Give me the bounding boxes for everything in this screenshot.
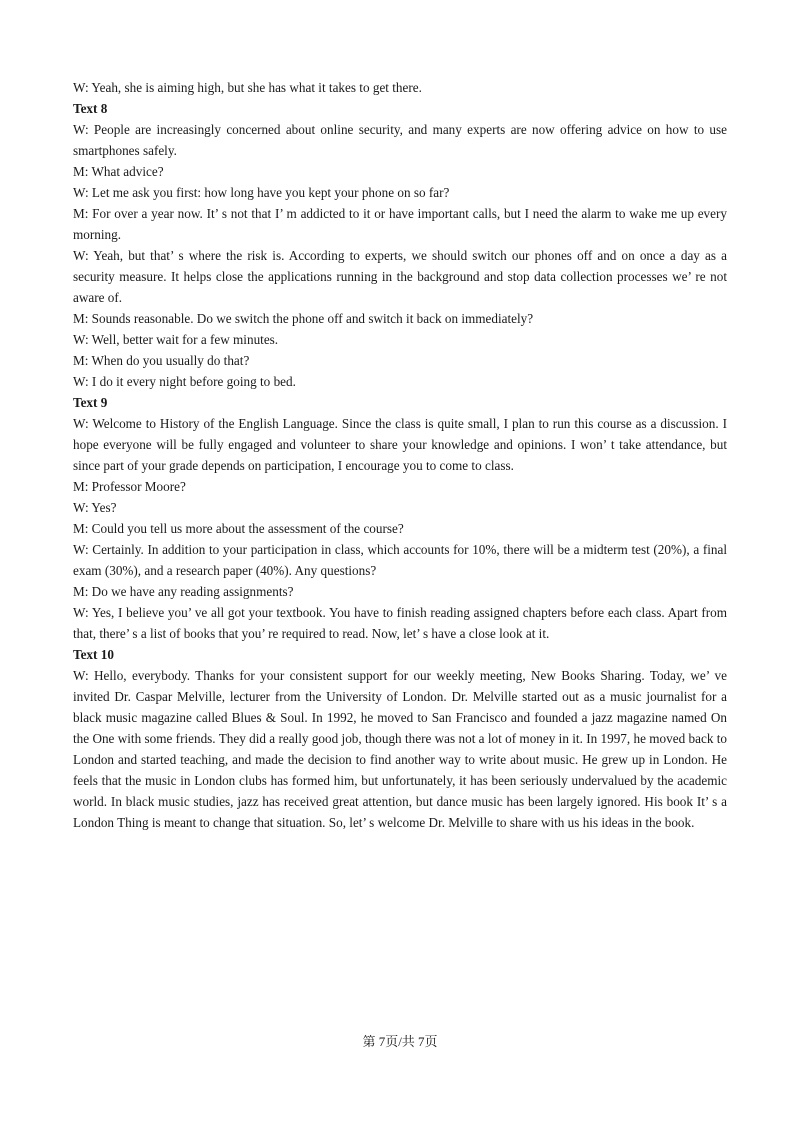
- dialogue-line: W: I do it every night before going to bed.: [73, 374, 296, 389]
- section-heading: Text 9: [73, 395, 108, 410]
- dialogue-line: W: Yes, I believe you’ ve all got your textbook. You have to finish reading assigned chapters before each class. Apart from that, there’ s a list of books that you’ re required to read. Now, let’ s have a close look at it.: [73, 605, 727, 641]
- page-number-footer: 第 7页/共 7页: [362, 1034, 438, 1049]
- dialogue-line: W: Yes?: [73, 500, 117, 515]
- dialogue-line: W: Yeah, but that’ s where the risk is. According to experts, we should switch our phones off and on once a day as a security measure. It helps close the applications running in the background and stop data collection processes we’ re not aware of.: [73, 248, 727, 305]
- dialogue-line: W: Yeah, she is aiming high, but she has what it takes to get there.: [73, 80, 422, 95]
- dialogue-line: M: Do we have any reading assignments?: [73, 584, 294, 599]
- dialogue-line: W: Welcome to History of the English Language. Since the class is quite small, I plan to run this course as a discussion. I hope everyone will be fully engaged and volunteer to share your knowledge and opinions. I won’ t take attendance, but since part of your grade depends on participation, I encourage you to come to class.: [73, 416, 727, 473]
- dialogue-line: M: Professor Moore?: [73, 479, 186, 494]
- dialogue-line: M: What advice?: [73, 164, 164, 179]
- dialogue-line: M: Could you tell us more about the assessment of the course?: [73, 521, 404, 536]
- dialogue-line: M: For over a year now. It’ s not that I’ m addicted to it or have important calls, but I need the alarm to wake me up every morning.: [73, 206, 727, 242]
- transcript-body: [73, 77, 727, 833]
- dialogue-line: W: Let me ask you first: how long have you kept your phone on so far?: [73, 185, 450, 200]
- dialogue-line: M: When do you usually do that?: [73, 353, 250, 368]
- section-heading: Text 8: [73, 101, 108, 116]
- dialogue-line: W: Well, better wait for a few minutes.: [73, 332, 279, 347]
- dialogue-line: W: People are increasingly concerned about online security, and many experts are now offering advice on how to use smartphones safely.: [73, 122, 727, 158]
- dialogue-line: W: Hello, everybody. Thanks for your consistent support for our weekly meeting, New Books Sharing. Today, we’ ve invited Dr. Caspar Melville, lecturer from the University of London. Dr. Melville started out as a music journalist for a black music magazine called Blues & Soul. In 1992, he moved to San Francisco and founded a jazz magazine named On the One with some friends. They did a really good job, though there was not a lot of money in it. In 1997, he moved back to London and started teaching, and made the decision to find another way to write about music. He grew up in London. He feels that the music in London clubs has formed him, but unfortunately, it has been seriously undervalued by the academic world. In black music studies, jazz has received great attention, but dance music has been largely ignored. His book It’ s a London Thing is meant to change that situation. So, let’ s welcome Dr. Melville to share with us his ideas in the book.: [73, 668, 727, 830]
- dialogue-line: M: Sounds reasonable. Do we switch the phone off and switch it back on immediately?: [73, 311, 534, 326]
- dialogue-line: W: Certainly. In addition to your participation in class, which accounts for 10%, there will be a midterm test (20%), a final exam (30%), and a research paper (40%). Any questions?: [73, 542, 727, 578]
- section-heading: Text 10: [73, 647, 114, 662]
